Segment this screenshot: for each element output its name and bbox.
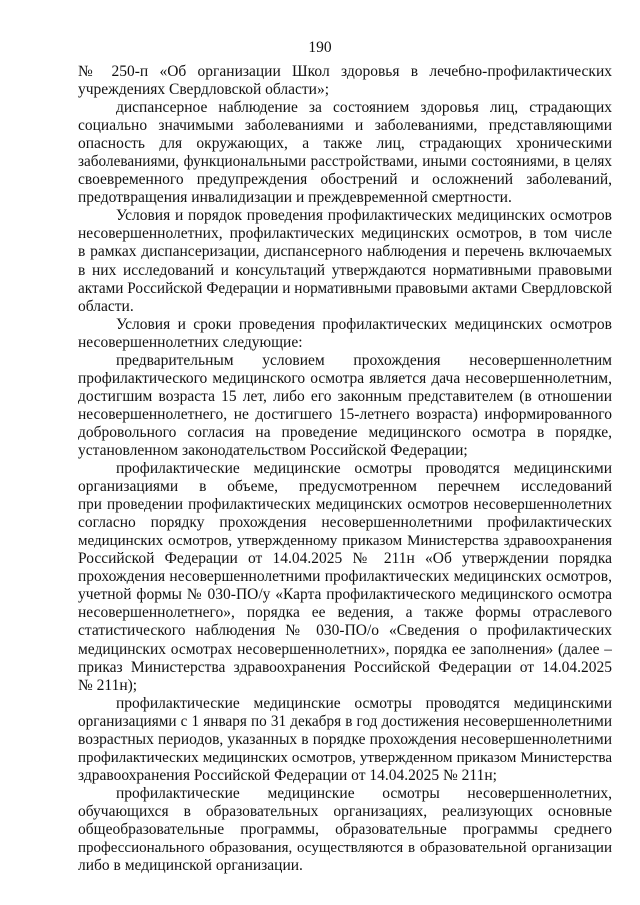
text-line: либо в медицинской организации. (78, 857, 303, 875)
text-line: учетной формы № 030-ПО/у «Карта профилактического медицинского осмотра (78, 586, 612, 604)
text-line: организациями в объеме, предусмотренном перечнем исследований (78, 478, 612, 496)
text-line: профилактических медицинских осмотров, утвержденном приказом Министерства (78, 749, 612, 766)
text-line: в них исследований и консультаций утверждаются нормативными правовыми (78, 261, 612, 279)
text-line: возрастных периодов, указанных в порядке прохождения несовершеннолетними (78, 730, 612, 748)
text-line: согласно порядку прохождения несовершеннолетними профилактических (78, 514, 612, 532)
text-line: при проведении профилактических медицинских осмотров несовершеннолетних (78, 496, 612, 514)
text-line: профилактические медицинские осмотры несовершеннолетних, (116, 784, 612, 802)
document-body (78, 63, 612, 875)
text-line: профилактические медицинские осмотры проводятся медицинскими (116, 460, 612, 478)
text-line: достигшим возраста 15 лет, либо его законным представителем (в отношении (78, 387, 612, 405)
text-line: установленном законодательством Российской Федерации; (78, 441, 468, 459)
text-line: социально значимыми заболеваниями и заболеваниями, представляющими (78, 117, 612, 135)
text-line: заболеваниями, функциональными расстройствами, иными состояниями, в целях (78, 153, 612, 171)
text-line: области. (78, 297, 134, 315)
text-line: прохождения несовершеннолетними профилактических медицинских осмотров, (78, 568, 612, 586)
text-line: медицинских осмотров, утвержденному приказом Министерства здравоохранения (78, 533, 612, 550)
text-line: общеобразовательные программы, образовательные программы среднего (78, 820, 612, 838)
text-line: своевременного предупреждения обострений и осложнений заболеваний, (78, 171, 612, 189)
text-line: профилактического медицинского осмотра является дача несовершеннолетним, (78, 369, 612, 387)
text-line: в рамках диспансеризации, диспансерного наблюдения и перечень включаемых (78, 243, 612, 261)
text-line: профилактические медицинские осмотры проводятся медицинскими (116, 694, 612, 712)
text-line: организациями с 1 января по 31 декабря в год достижения несовершеннолетними (78, 712, 612, 730)
text-line: несовершеннолетних, профилактических медицинских осмотров, в том числе (78, 225, 612, 243)
page-number: 190 (308, 39, 332, 56)
text-line: несовершеннолетних следующие: (78, 333, 303, 351)
text-line: обучающихся в образовательных организациях, реализующих основные (78, 802, 612, 820)
text-line: профессионального образования, осуществляются в образовательной организации (78, 840, 612, 857)
text-line: диспансерное наблюдение за состоянием здоровья лиц, страдающих (116, 99, 612, 117)
text-line: здравоохранения Российской Федерации от 14.04.2025 № 211н; (78, 766, 497, 784)
text-line: несовершеннолетнего, не достигшего 15-летнего возраста) информированного (78, 405, 612, 423)
text-line: статистического наблюдения № 030-ПО/о «Сведения о профилактических (78, 622, 612, 640)
text-line: предотвращения инвалидизации и преждевременной смертности. (78, 189, 512, 207)
text-line: № 211н); (78, 676, 138, 694)
text-line: предварительным условием прохождения несовершеннолетним (116, 351, 612, 369)
text-line: добровольного согласия на проведение медицинского осмотра в порядке, (78, 423, 612, 441)
text-line: Условия и сроки проведения профилактических медицинских осмотров (116, 315, 612, 333)
text-line: Условия и порядок проведения профилактических медицинских осмотров (116, 207, 612, 225)
text-line: актами Российской Федерации и нормативными правовыми актами Свердловской (78, 279, 612, 297)
text-line: несовершеннолетнего», порядка ее ведения, а также формы отраслевого (78, 604, 612, 622)
text-line: опасность для окружающих, а также лиц, страдающих хроническими (78, 135, 612, 153)
text-line: № 250-п «Об организации Школ здоровья в лечебно-профилактических (78, 63, 612, 80)
text-line: Российской Федерации от 14.04.2025 № 211н «Об утверждении порядка (78, 550, 612, 568)
text-line: учреждениях Свердловской области»; (78, 81, 329, 99)
text-line: приказ Министерства здравоохранения Российской Федерации от 14.04.2025 (78, 658, 612, 676)
text-line: медицинских осмотрах несовершеннолетних», порядка ее заполнения» (далее – (78, 640, 612, 658)
